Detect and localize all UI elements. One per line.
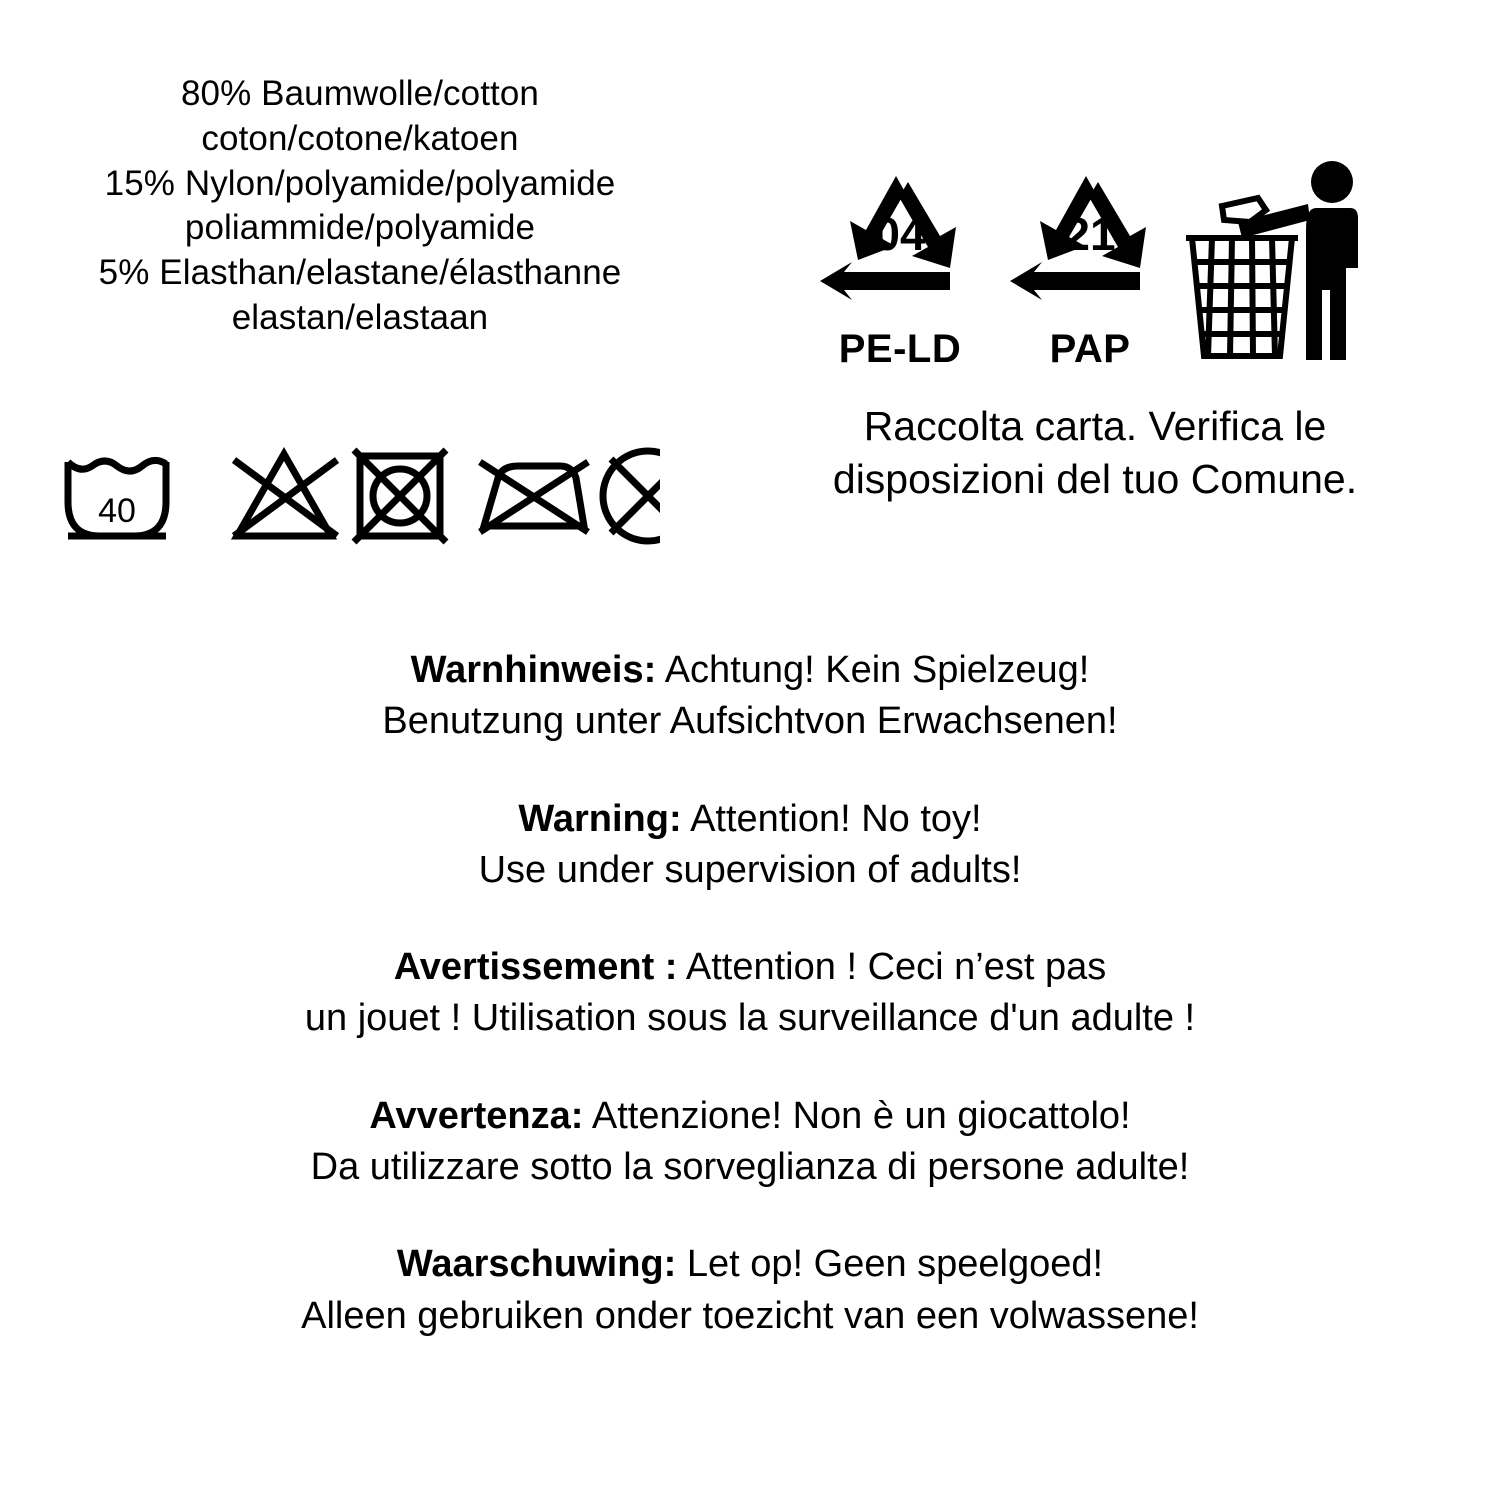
warning-label: Waarschuwing:	[396, 1243, 677, 1286]
warning-text: Achtung! Kein Spielzeug!	[656, 649, 1090, 691]
mobius-loop-icon	[990, 160, 1190, 320]
warning-block-de	[50, 645, 1450, 748]
wash-temperature-label	[98, 492, 136, 530]
composition-line: 80% Baumwolle/cotton	[180, 74, 540, 113]
warning-block-it	[50, 1091, 1450, 1194]
warning-label: Avvertenza:	[369, 1094, 584, 1137]
recycling-note-line: Raccolta carta. Verifica le	[863, 403, 1327, 449]
svg-text:40: 40	[98, 492, 136, 530]
mobius-loop-icon	[800, 160, 1000, 320]
warning-block-en	[50, 794, 1450, 897]
warning-label: Warnhinweis:	[410, 649, 657, 691]
recycle-number: 21	[1064, 208, 1116, 260]
recycling-note-line: disposizioni del tuo Comune.	[832, 456, 1358, 503]
warning-line-1	[50, 794, 1450, 845]
composition-line: poliammide/polyamide	[184, 208, 536, 248]
warning-line-2: Alleen gebruiken onder toezicht van een volwassene!	[301, 1294, 1199, 1337]
warning-text: Attention ! Ceci n’est pas	[677, 946, 1107, 989]
care-symbols-row	[60, 440, 660, 550]
do-not-bleach-symbol	[234, 454, 337, 536]
warning-line-1	[50, 1239, 1450, 1290]
warning-block-fr	[50, 942, 1450, 1045]
do-not-tumble-dry-symbol	[354, 450, 446, 542]
warning-text: Attention! No toy!	[681, 797, 982, 840]
recycle-number: 04	[874, 208, 926, 260]
do-not-iron-symbol	[480, 462, 588, 532]
warning-label: Avertissement :	[393, 946, 678, 989]
warning-text: Attenzione! Non è un giocattolo!	[583, 1094, 1131, 1137]
warning-line-1	[50, 942, 1450, 993]
warnings-section	[50, 645, 1450, 1342]
warning-line-1	[50, 645, 1450, 696]
recycling-note	[700, 400, 1490, 507]
warning-line-2: Benutzung unter Aufsichtvon Erwachsenen!	[382, 700, 1118, 743]
fiber-composition	[30, 72, 690, 341]
recycle-item-pap	[990, 160, 1190, 372]
composition-line: coton/cotone/katoen	[201, 118, 519, 158]
recycle-code-label: PAP	[1049, 327, 1131, 371]
composition-line: 5% Elasthan/elastane/élasthanne	[98, 253, 622, 293]
do-not-dry-clean-symbol	[603, 451, 660, 541]
litter-bin-illustration	[1180, 160, 1400, 380]
warning-line-1	[50, 1091, 1450, 1142]
composition-line: 15% Nylon/polyamide/polyamide	[104, 163, 616, 203]
warning-text: Let op! Geen speelgoed!	[676, 1243, 1104, 1286]
warning-label: Warning:	[518, 797, 682, 840]
warning-line-2: Da utilizzare sotto la sorveglianza di persone adulte!	[310, 1146, 1190, 1189]
recycling-symbols-row	[800, 160, 1400, 390]
recycle-code-label: PE-LD	[838, 327, 962, 371]
recycle-item-pe-ld	[800, 160, 1000, 372]
person-throwing-litter-icon	[1180, 160, 1400, 375]
warning-line-2: Use under supervision of adults!	[478, 848, 1022, 891]
warning-line-2: un jouet ! Utilisation sous la surveillance d'un adulte !	[304, 997, 1196, 1040]
warning-block-nl	[50, 1239, 1450, 1342]
composition-line: elastan/elastaan	[231, 297, 489, 337]
